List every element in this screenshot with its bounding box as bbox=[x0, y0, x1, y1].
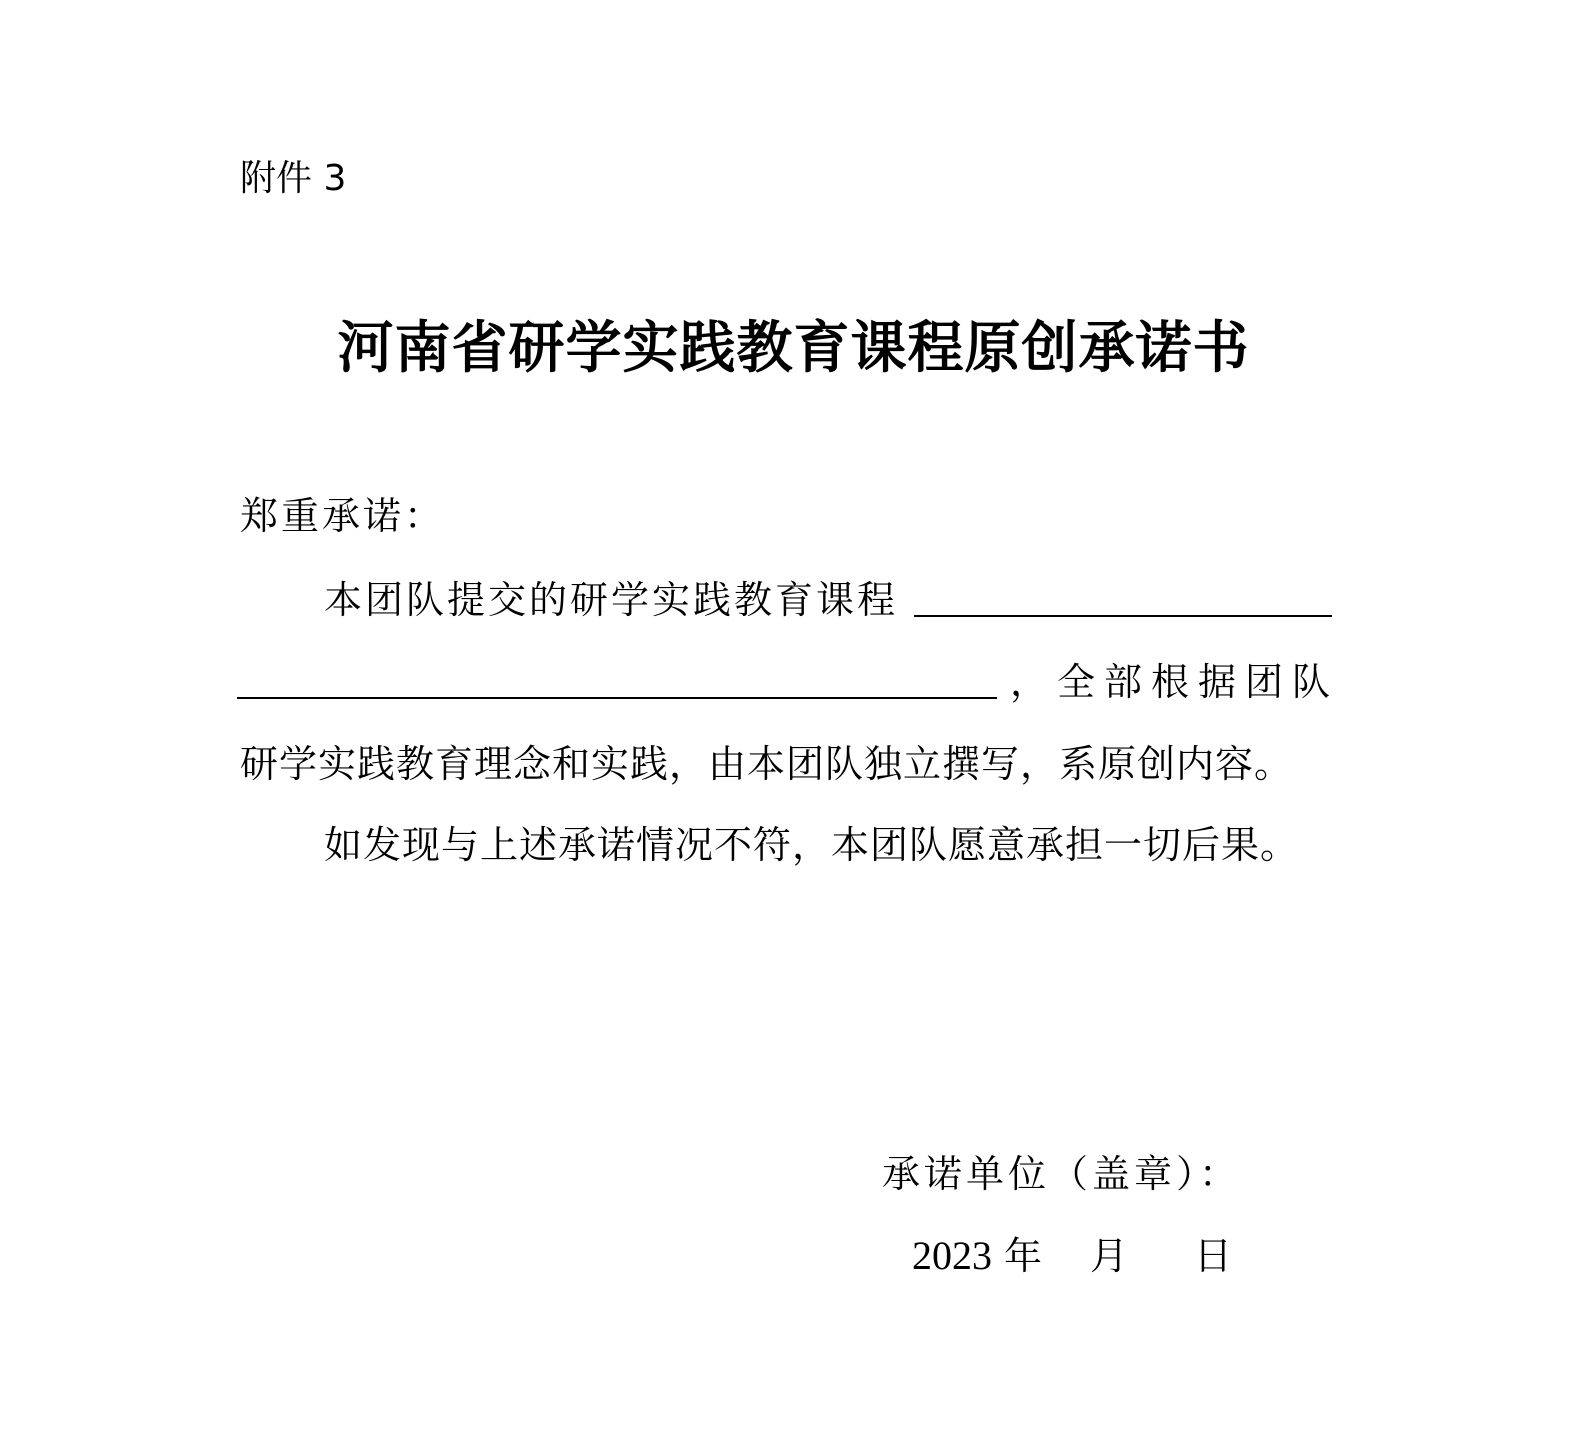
date-year-label: 年 bbox=[1004, 1234, 1043, 1278]
signature-unit-label: 承诺单位（盖章）： bbox=[882, 1152, 1242, 1196]
course-name-blank-line-1 bbox=[914, 615, 1332, 617]
signature-date bbox=[912, 1228, 1232, 1284]
date-month-label: 月 bbox=[1090, 1234, 1129, 1278]
date-day-label: 日 bbox=[1194, 1234, 1233, 1278]
course-name-blank-line-2 bbox=[237, 697, 997, 699]
paragraph1-continuation: ，全部根据团队 bbox=[1010, 660, 1340, 704]
paragraph1-end: 研学实践教育理念和实践，由本团队独立撰写，系原创内容。 bbox=[240, 742, 1294, 786]
paragraph1-start: 本团队提交的研学实践教育课程 bbox=[324, 578, 899, 622]
salutation: 郑重承诺： bbox=[240, 494, 446, 538]
paragraph2: 如发现与上述承诺情况不符，本团队愿意承担一切后果。 bbox=[324, 823, 1300, 867]
attachment-label: 附件 3 bbox=[240, 158, 347, 199]
document-title: 河南省研学实践教育课程原创承诺书 bbox=[337, 315, 1250, 381]
date-year: 2023 bbox=[912, 1233, 992, 1278]
